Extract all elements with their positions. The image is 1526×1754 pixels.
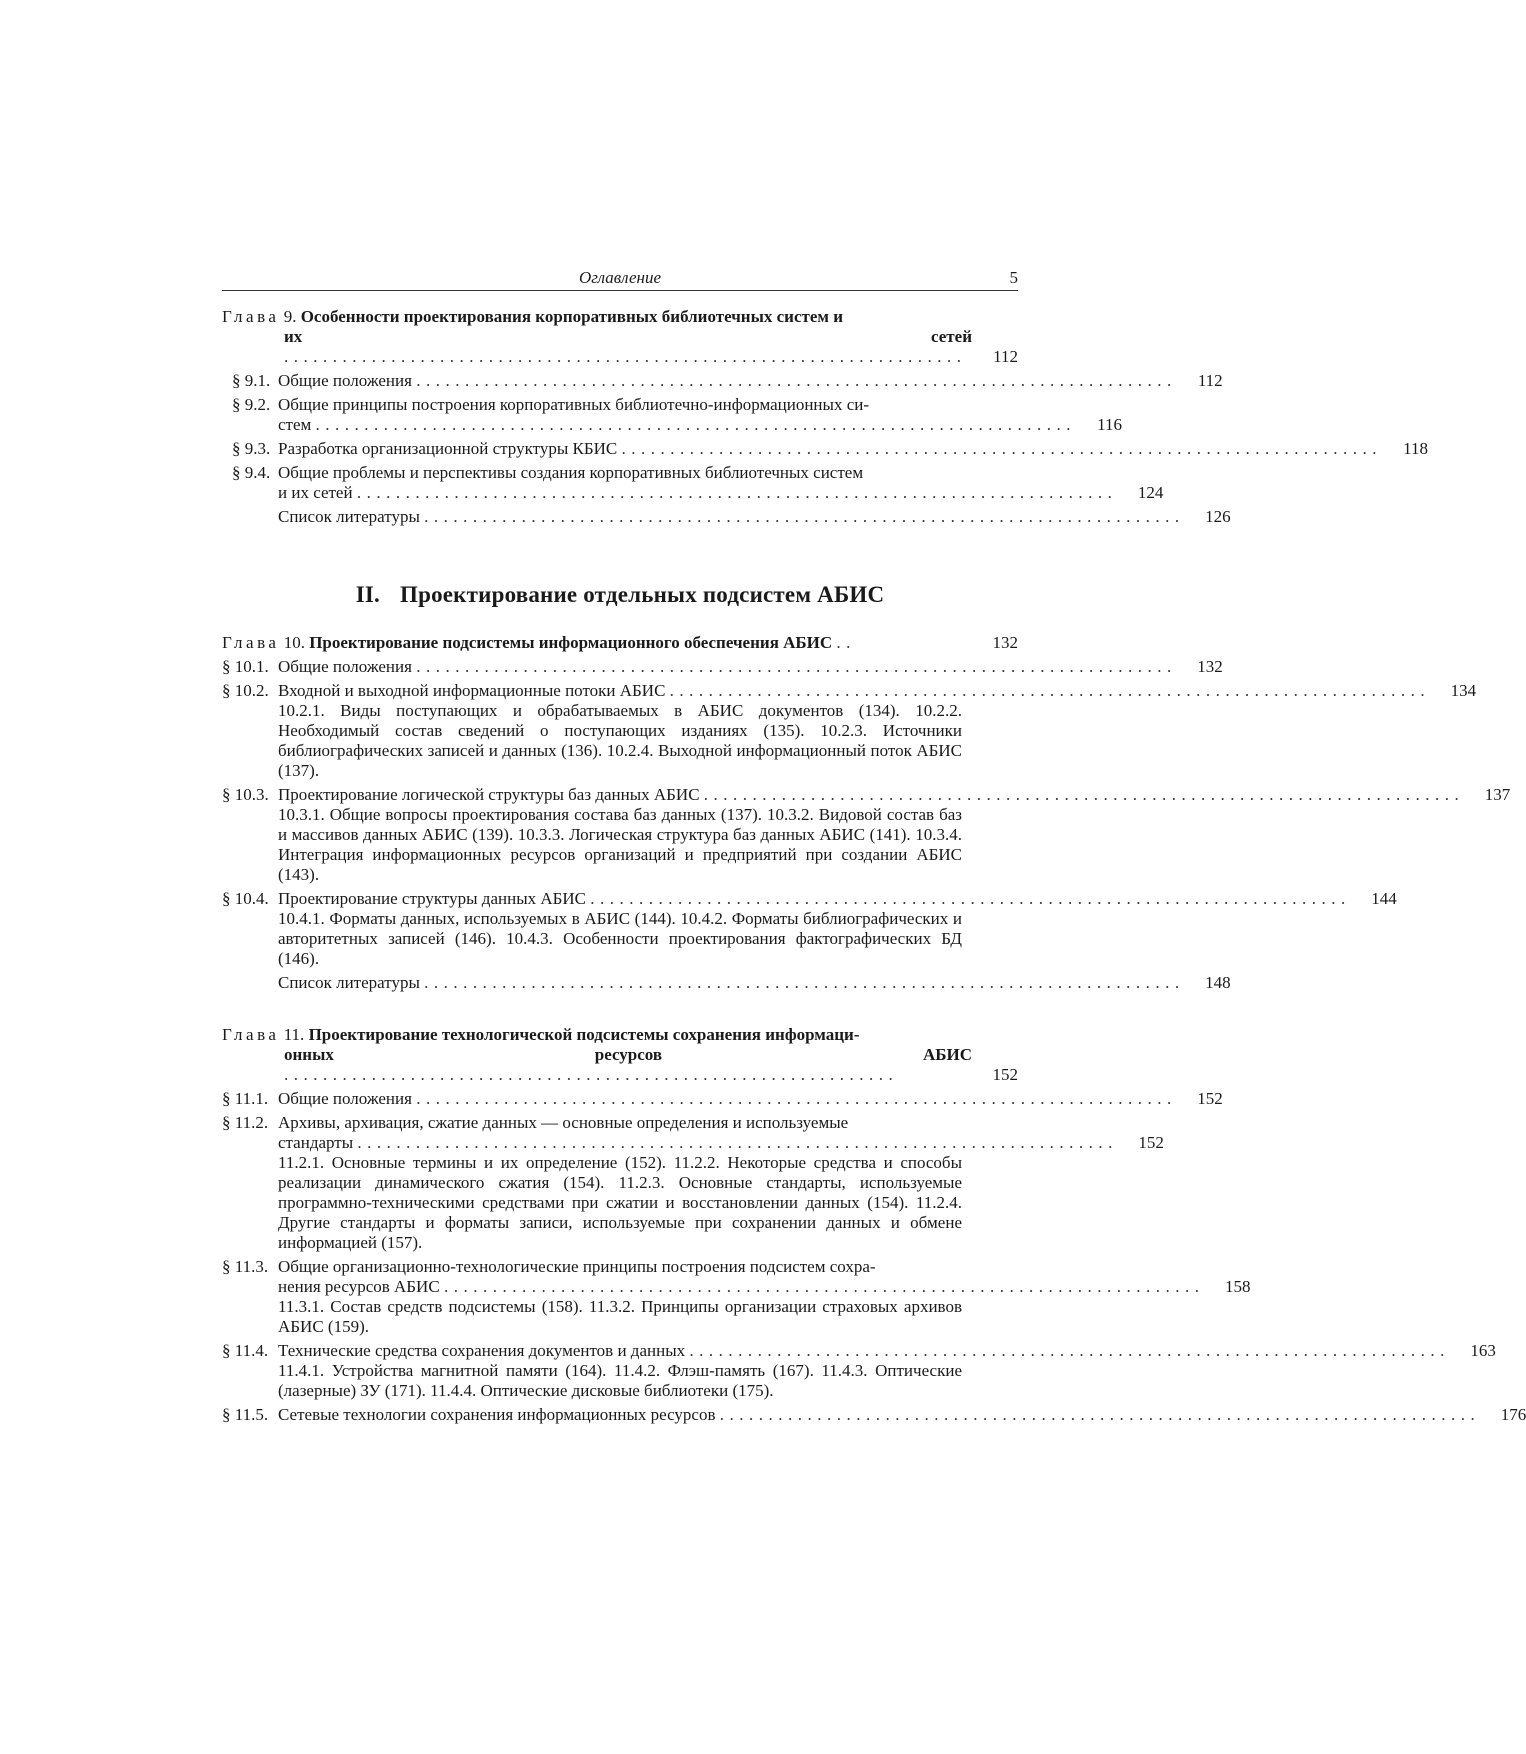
chapter-number: 10. <box>283 633 305 652</box>
section-number: § 10.2. <box>222 681 269 700</box>
subsection-list: 11.4.1. Устройства магнитной памяти (164). 11.4.2. Флэш-память (167). 11.4.3. Оптические (лазерные) ЗУ (171). 11.4.4. Оптические дисковые библиотеки (175). <box>278 1361 962 1400</box>
chapter-title-cont: их сетей <box>284 327 972 346</box>
section-title: Разработка организационной структуры КБИС <box>278 439 618 458</box>
section-10-1: § 10.1. Общие положения .............................................................................. 132 <box>222 657 1223 676</box>
subsection-list: 11.3.1. Состав средств подсистемы (158). 11.3.2. Принципы организации страховых архивов АБИС (159). <box>278 1297 962 1336</box>
chapter-11-heading: Глава 11. Проектирование технологической подсистемы сохранения информаци- онных ресурсов АБИС ............................................................... 152 <box>222 1025 1018 1084</box>
subsection-list: 10.4.1. Форматы данных, используемых в АБИС (144). 10.4.2. Форматы библиографических и авторитетных записей (146). 10.4.3. Особенности проектирования фактографических БД (146). <box>278 909 962 968</box>
page-ref: 118 <box>1403 439 1428 458</box>
section-title: Общие положения <box>278 371 412 390</box>
part-title <box>222 582 1018 607</box>
section-number: § 11.4. <box>222 1341 269 1360</box>
section-11-5: § 11.5. Сетевые технологии сохранения информационных ресурсов .............................................................................. 176 <box>222 1405 1526 1424</box>
page-ref: 116 <box>1097 415 1123 434</box>
page-ref: 152 <box>1138 1133 1164 1152</box>
section-title: Общие положения <box>278 1089 412 1108</box>
section-number: § 10.1. <box>222 657 269 676</box>
section-title-cont: и их сетей <box>278 483 353 502</box>
subsection-list: 10.2.1. Виды поступающих и обрабатываемых в АБИС документов (134). 10.2.2. Необходимый состав сведений о поступающих изданиях (135). 10.2.3. Источники библиографических записей и данных (136). 10.2.4. Выходной информационный поток АБИС (137). <box>278 701 962 780</box>
section-title: Архивы, архивация, сжатие данных — основные определения и используемые <box>278 1113 849 1132</box>
section-number: § 11.3. <box>222 1257 269 1276</box>
page-ref: 112 <box>1197 371 1223 390</box>
section-number: § 11.1. <box>222 1089 269 1108</box>
chapter-9 <box>222 307 1428 527</box>
chapter-title-cont: онных ресурсов АБИС <box>284 1045 972 1064</box>
section-number: § 9.1. <box>232 371 271 390</box>
chapter-prefix: Глава <box>222 307 280 326</box>
section-title: Технические средства сохранения документов и данных <box>278 1341 686 1360</box>
part-number: II. <box>355 582 380 607</box>
page-ref: 148 <box>1205 973 1231 992</box>
chapter-10-heading: Глава 10. Проектирование подсистемы информационного обеспечения АБИС .. 132 <box>222 633 1018 652</box>
section-9-3: § 9.3. Разработка организационной структуры КБИС .............................................................................. 118 <box>232 439 1428 458</box>
section-title: Общие организационно-технологические принципы построения подсистем сохра- <box>278 1257 876 1276</box>
page-ref: 144 <box>1371 889 1397 908</box>
chapter-title: Проектирование технологической подсистемы сохранения информаци- <box>308 1025 860 1044</box>
chapter-10 <box>222 633 1511 993</box>
section-title-cont: стем <box>278 415 312 434</box>
bibliography-title: Список литературы <box>278 973 420 992</box>
section-number: § 11.5. <box>222 1405 269 1424</box>
section-9-1: § 9.1. Общие положения .............................................................................. 112 <box>232 371 1223 390</box>
section-9-4: § 9.4. Общие проблемы и перспективы создания корпоративных библиотечных систем и их сетей .............................................................................. 124 <box>232 463 1164 502</box>
page-ref: 132 <box>992 633 1018 652</box>
section-10-2: § 10.2. Входной и выходной информационные потоки АБИС .............................................................................. 134 10.2.1. Виды поступающих и обрабатываемых в АБИС документов (134). 10.2.2. Необходимый состав сведений о поступающих изданиях (135). 10.2.3. Источники библиографических записей и данных (136). 10.2.4. Выходной информационный поток АБИС (137). <box>222 681 1477 780</box>
page-ref: 163 <box>1470 1341 1496 1360</box>
chapter-number: 11. <box>283 1025 305 1044</box>
part-name: Проектирование отдельных подсистем АБИС <box>399 582 885 607</box>
chapter-prefix: Глава <box>222 1025 280 1044</box>
section-title: Сетевые технологии сохранения информационных ресурсов <box>278 1405 716 1424</box>
section-title: Проектирование структуры данных АБИС <box>278 889 587 908</box>
section-11-3: § 11.3. Общие организационно-технологические принципы построения подсистем сохра- нения ресурсов АБИС .............................................................................. 158 11.3.1. Состав средств подсистемы (158). 11.3.2. Принципы организации страховых архивов АБИС (159). <box>222 1257 1251 1336</box>
section-title-cont: нения ресурсов АБИС <box>278 1277 440 1296</box>
section-10-4: § 10.4. Проектирование структуры данных АБИС .............................................................................. 144 10.4.1. Форматы данных, используемых в АБИС (144). 10.4.2. Форматы библиографических и авторитетных записей (146). 10.4.3. Особенности проектирования фактографических БД (146). <box>222 889 1397 968</box>
section-title: Общие проблемы и перспективы создания корпоративных библиотечных систем <box>278 463 864 482</box>
page-ref: 132 <box>1197 657 1223 676</box>
page-number: 5 <box>1009 268 1018 287</box>
section-9-2: § 9.2. Общие принципы построения корпоративных библиотечно-информационных си- стем .............................................................................. 116 <box>232 395 1123 434</box>
chapter-9-heading: Глава 9. Особенности проектирования корпоративных библиотечных систем и их сетей ...................................................................... 112 <box>222 307 1018 366</box>
bibliography-10: Список литературы .............................................................................. 148 <box>278 973 1231 992</box>
section-title: Общие принципы построения корпоративных библиотечно-информационных си- <box>278 395 870 414</box>
bibliography-title: Список литературы <box>278 507 420 526</box>
page-ref: 152 <box>992 1065 1018 1084</box>
chapter-11 <box>222 1025 1526 1425</box>
page-ref: 124 <box>1137 483 1164 502</box>
page-ref: 126 <box>1205 507 1231 526</box>
section-10-3: § 10.3. Проектирование логической структуры баз данных АБИС .............................................................................. 137 10.3.1. Общие вопросы проектирования состава баз данных (137). 10.3.2. Видовой состав баз и массивов данных АБИС (139). 10.3.3. Логическая структура баз данных АБИС (141). 10.3.4. Интеграция информационных ресурсов организаций и предприятий при создании АБИС (143). <box>222 785 1511 884</box>
chapter-title: Особенности проектирования корпоративных библиотечных систем и <box>300 307 844 326</box>
section-number: § 10.4. <box>222 889 269 908</box>
toc-page <box>222 268 1526 1429</box>
chapter-prefix: Глава <box>222 633 280 652</box>
section-number: § 9.3. <box>232 439 271 458</box>
section-title: Проектирование логической структуры баз данных АБИС <box>278 785 700 804</box>
page-ref: 158 <box>1224 1277 1251 1296</box>
chapter-number: 9. <box>283 307 297 326</box>
section-11-1: § 11.1. Общие положения .............................................................................. 152 <box>222 1089 1223 1108</box>
section-11-2: § 11.2. Архивы, архивация, сжатие данных — основные определения и используемые стандарты .............................................................................. 152 11.2.1. Основные термины и их определение (152). 11.2.2. Некоторые средства и способы реализации динамического сжатия (154). 11.2.3. Основные стандарты, используемые программно-техническими средствами при сжатии и восстановлении данных (154). 11.2.4. Другие стандарты и форматы записи, используемые при сохранении данных и обмене информацией (157). <box>222 1113 1164 1252</box>
section-number: § 11.2. <box>222 1113 269 1132</box>
bibliography-9: Список литературы .............................................................................. 126 <box>278 507 1231 526</box>
section-number: § 10.3. <box>222 785 269 804</box>
chapter-title: Проектирование подсистемы информационного обеспечения АБИС <box>309 633 833 652</box>
page-ref: 134 <box>1450 681 1477 700</box>
section-title: Общие положения <box>278 657 412 676</box>
section-number: § 9.2. <box>232 395 271 414</box>
running-header <box>222 268 1018 291</box>
section-11-4: § 11.4. Технические средства сохранения документов и данных .............................................................................. 163 11.4.1. Устройства магнитной памяти (164). 11.4.2. Флэш-память (167). 11.4.3. Оптические (лазерные) ЗУ (171). 11.4.4. Оптические дисковые библиотеки (175). <box>222 1341 1496 1400</box>
section-title-cont: стандарты <box>278 1133 354 1152</box>
page-ref: 112 <box>993 347 1018 366</box>
page-ref: 152 <box>1197 1089 1223 1108</box>
running-title: Оглавление <box>578 268 662 287</box>
subsection-list: 10.3.1. Общие вопросы проектирования состава баз данных (137). 10.3.2. Видовой состав баз и массивов данных АБИС (139). 10.3.3. Логическая структура баз данных АБИС (141). 10.3.4. Интеграция информационных ресурсов организаций и предприятий при создании АБИС (143). <box>278 805 962 884</box>
page-ref: 137 <box>1484 785 1511 804</box>
subsection-list: 11.2.1. Основные термины и их определение (152). 11.2.2. Некоторые средства и способы реализации динамического сжатия (154). 11.2.3. Основные стандарты, используемые программно-техническими средствами при сжатии и восстановлении данных (154). 11.2.4. Другие стандарты и форматы записи, используемые при сохранении данных и обмене информацией (157). <box>278 1153 962 1252</box>
section-number: § 9.4. <box>232 463 271 482</box>
section-title: Входной и выходной информационные потоки АБИС <box>278 681 666 700</box>
page-ref: 176 <box>1500 1405 1526 1424</box>
